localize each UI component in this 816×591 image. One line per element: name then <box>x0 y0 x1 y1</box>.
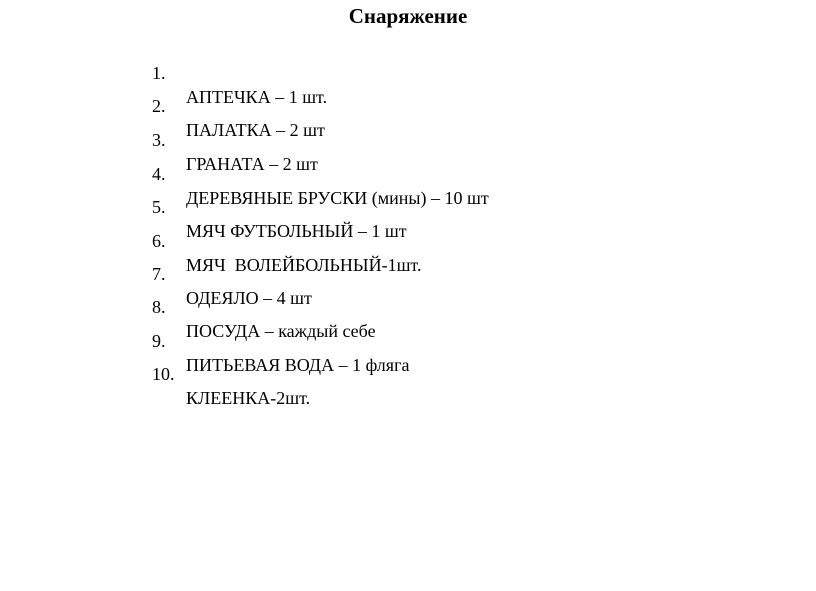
item-number: 2. <box>152 96 166 116</box>
item-text: МЯЧ ВОЛЕЙБОЛЬНЫЙ-1шт. <box>186 255 422 275</box>
item-number: 8. <box>152 297 166 317</box>
list-item <box>0 37 700 107</box>
item-text: АПТЕЧКА – 1 шт. <box>186 87 328 107</box>
item-text: ГРАНАТА – 2 шт <box>186 154 318 174</box>
item-number: 5. <box>152 197 166 217</box>
item-text: ПИТЬЕВАЯ ВОДА – 1 фляга <box>186 355 410 375</box>
item-text: ОДЕЯЛО – 4 шт <box>186 288 312 308</box>
page-title: Снаряжение <box>348 4 468 28</box>
item-number: 7. <box>152 264 166 284</box>
item-number: 9. <box>152 331 166 351</box>
item-number: 1. <box>152 63 166 83</box>
item-number: 10. <box>152 364 175 384</box>
item-text: КЛЕЕНКА-2шт. <box>186 388 311 408</box>
item-number: 3. <box>152 130 166 150</box>
item-text: ПОСУДА – каждый себе <box>186 321 376 341</box>
item-text: ДЕРЕВЯНЫЕ БРУСКИ (мины) – 10 шт <box>186 188 489 208</box>
item-number: 6. <box>152 231 166 251</box>
item-number: 4. <box>152 164 166 184</box>
item-text: ПАЛАТКА – 2 шт <box>186 120 325 140</box>
item-text: МЯЧ ФУТБОЛЬНЫЙ – 1 шт <box>186 221 407 241</box>
